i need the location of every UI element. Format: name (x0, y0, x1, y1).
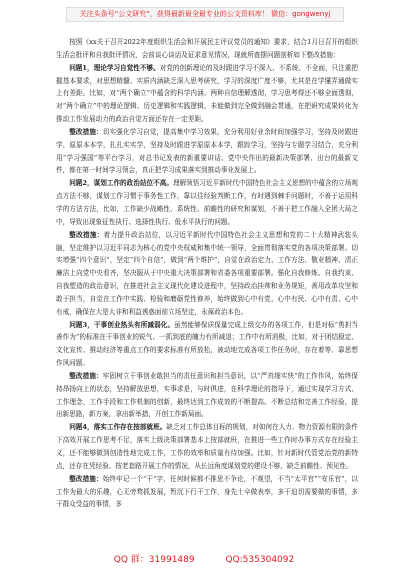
paragraph: 问题1，理论学习自觉性不够。对党的创新理论的及时跟进学习不深入、不系统、不全面，只注重把握基本要求，对思想精髓、实质内涵缺乏深入思考研究，学习的深度广度不够，尤其是在学懂弄通做实上有差距。比如，对“两个确立”中蕴含的科学内涵、两种自信理解透彻，学习思考得还不够全面透彻，对“两个确立”中的理论逻辑、历史逻辑和实践逻辑，未能做到完全做到融会贯通，在把研究成果转化为推动工作发展动力的政治自觉方面还存在一定差距。 (56, 63, 358, 124)
paragraph: 整改措施：始终牢记一个“干”字，任何时候都不推思不争论，不观望，不当“太平官”“安乐官”，以工作为最大的乐趣，心无旁骛抓发展，暂沉下行干工作，身先士卒做表率，多干迫切需要做的事情，多干群众受益的事情，多 (56, 474, 359, 509)
paragraph: 问题4，落实工作存在按部就班。缺乏对工作总体目标的规划，对如何在人力、物力资源有限的条件下高效开展工作思考不足，落实上级决策部署基本上按部就班，在推进一些工作时办事方式存在经验主义，还不能够做到创造性地完成工作，工作的效率和质量有待加强。比如，针对新时代管党治党的新特点，还存在凭经验、按老套路开展工作的情况，从长远角度谋划党的建设不够，缺乏前瞻性、预见性。 (56, 423, 358, 470)
paragraph: 整改措施：牢固树立干事创业敢担当的责任意识和担当意识，以“严真细实快”的工作作风，始终保持昂扬向上的状态，坚持解放思想，实事求是，与时俱进，在科学理论的指导下，通过实现学习方式、工作理念，工作手段和工作机制的创新，最终达到工作成效的不断提高。不断总结和完善工作经验，提出新思路，新方案，拿出新举措，开创工作新局面。 (56, 371, 359, 419)
document-body (56, 36, 358, 511)
paragraph: 整改措施：着力提升政治站位，以习近平新时代中国特色社会主义思想和党的二十大精神武装头脑，坚定维护以习近平同志为核心的党中央权威和集中统一领导，全面贯彻落实党的各项决策部署。切实增强“四个意识”，坚定“四个自信”，做到“两个维护”，自觉在政治定力、工作方法、敬业精神、清正廉洁上向党中央看齐，坚决服从于中央重大决策部署和省委各项重要部署。强化自我修炼、自我约束、自我塑造的政治意识，在推进社会主义现代化建设进程中，坚持政治挂帅和业务规矩，善用改革攻坚和敢于担当，自觉在工作中实践、检验和磨砺党性修养，始终做到心中有党、心中有民、心中有责、心中有戒，确保在大是大非和利益诱惑面前立场坚定，永葆政治本色。 (56, 230, 359, 316)
paragraph: 问题2，谋划工作的政治站位不高。理解领悟习近平新时代中国特色社会主义思想的中蕴含的立场观点方法不够，谋划工作习惯于事务性工作，靠以往经验判断工作，有时遇到棘手问题时，不善于运用科学的方法方法，比如，工作缺少战略性、系统性、前瞻性的研究和谋划，不善于把工作融入全团大局之中，导致出现象征性执行、选择性执行、低水平执行的问题。 (56, 179, 358, 226)
paragraph: 整改措施：切实强化学习自觉，提高集中学习效果，充分利用好业余时间加强学习，坚持及时跟进学，原原本本学，扎扎实实学，坚持及时跟进学原原本本学，跟踪学习，坚持与专题学习结合，充分利用“学习强国”等平台学习，对总书记发表的新重要讲话、党中央作出的最新决策部署、出台的最新文件，都在第一时间学习领会，真正把学习成果落实到推动事业发展上。 (56, 127, 359, 175)
qq-group: QQ 群：31991489 (113, 555, 195, 565)
paragraph: 按照《xx关于召开2022年度组织生活会和开展民主评议党员的通知》要求，结合1月日召开的组织生活会批评和自我批评情况，会前谈心谈话及征求意见情况，现就所查摆问题剖析如下整改措施： (56, 38, 358, 59)
qq-number: QQ:535304092 (225, 555, 295, 565)
promo-banner: 关注头条号“公文研究”，获得最新最全最专业的公文资料库！ 微信：gongwenyj (66, 7, 344, 22)
contact-footer (0, 552, 408, 568)
paragraph: 问题3，干事创业热头有所减弱化。虽然能够保质保量完成上级交办的各项工作，但是对标“勇担当善作为”的标准在干事创业的锐气、一抓到底的魄力有所减退；工作中有所消极，比如，对于团结稳定、文化宣传、推动经济等重点工作的要求标准有所放松，被动地完成各项工作任务时，存在着等、靠思想作风问题。 (56, 320, 358, 368)
